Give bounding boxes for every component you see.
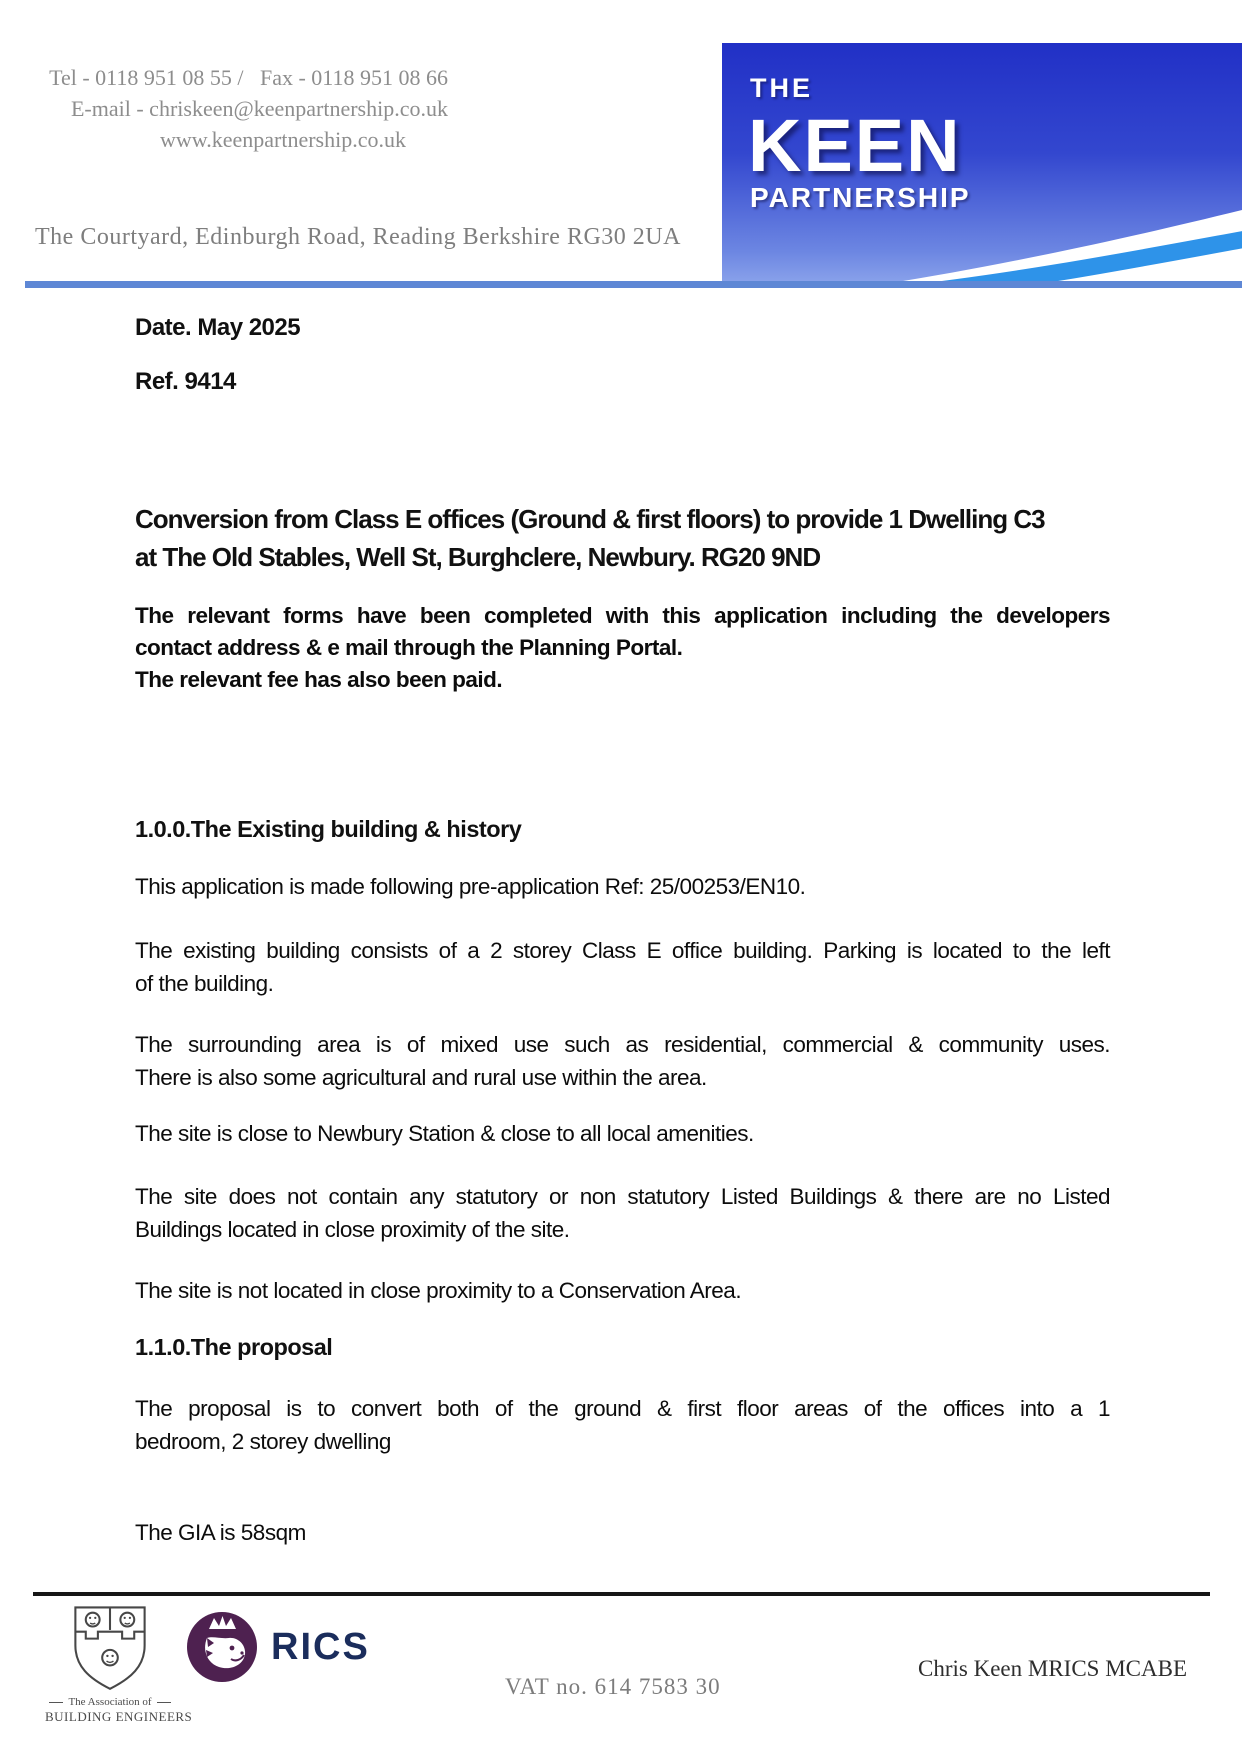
signatory-name: Chris Keen MRICS MCABE (918, 1656, 1187, 1681)
logo-word-keen: KEEN (748, 104, 962, 187)
rics-logo (187, 1612, 370, 1682)
paragraph-line: There is also some agricultural and rural use within the area. (135, 1065, 707, 1090)
logo-word-partnership: PARTNERSHIP (750, 182, 971, 213)
tel-fax-line: Tel - 0118 951 08 55 / Fax - 0118 951 08 66 (49, 65, 448, 90)
abe-name-line2: BUILDING ENGINEERS (45, 1709, 193, 1724)
paragraph-line: The site does not contain any statutory or non statutory Listed Buildings & there are no Listed (135, 1184, 1110, 1209)
paragraph-line: The existing building consists of a 2 storey Class E office building. Parking is located to the left (135, 938, 1110, 963)
section-title: The Existing building & history (190, 816, 522, 842)
intro-paragraph (135, 600, 1110, 696)
section-number: 1.1.0. (135, 1334, 191, 1360)
header-contact-block (0, 62, 448, 155)
paragraph-line: bedroom, 2 storey dwelling (135, 1429, 391, 1454)
company-address: The Courtyard, Edinburgh Road, Reading Berkshire RG30 2UA (35, 224, 681, 250)
section-heading-existing (135, 816, 521, 843)
paragraph-preapplication: This application is made following pre-application Ref: 25/00253/EN10. (135, 874, 806, 899)
paragraph-line: The surrounding area is of mixed use such as residential, commercial & community uses. (135, 1032, 1110, 1057)
title-line-1: Conversion from Class E offices (Ground & first floors) to provide 1 Dwelling C3 (135, 504, 1045, 534)
date-line: Date. May 2025 (135, 314, 301, 341)
footer-rule (33, 1592, 1210, 1596)
title-line-2: at The Old Stables, Well St, Burghclere, Newbury. RG20 9ND (135, 542, 821, 572)
vat-number: VAT no. 614 7583 30 (505, 1674, 721, 1699)
paragraph-surrounding-area (135, 1028, 1110, 1094)
paragraph-conservation-area: The site is not located in close proximity to a Conservation Area. (135, 1278, 742, 1303)
paragraph-line: of the building. (135, 971, 274, 996)
paragraph-line: The proposal is to convert both of the ground & first floor areas of the offices into a 1 (135, 1396, 1110, 1421)
section-number: 1.0.0. (135, 816, 191, 842)
paragraph-line: Buildings located in close proximity of the site. (135, 1217, 570, 1242)
section-heading-proposal (135, 1334, 332, 1361)
section-title: The proposal (190, 1334, 333, 1360)
paragraph-listed-buildings (135, 1180, 1110, 1246)
paragraph-proposal (135, 1392, 1110, 1458)
abe-crest-icon (64, 1604, 156, 1694)
paragraph-existing-building (135, 934, 1110, 1000)
rics-lion-icon (187, 1612, 257, 1682)
paragraph-gia: The GIA is 58sqm (135, 1520, 306, 1545)
abe-logo (45, 1604, 193, 1725)
paragraph-newbury-station: The site is close to Newbury Station & close to all local amenities. (135, 1121, 754, 1146)
abe-name-line1: The Association of (45, 1696, 175, 1708)
rics-wordmark: RICS (271, 1625, 370, 1668)
email-line: E-mail - chriskeen@keenpartnership.co.uk (70, 96, 448, 121)
intro-line-2: contact address & e mail through the Planning Portal. (135, 635, 683, 660)
ref-line: Ref. 9414 (135, 368, 236, 395)
letter-title (135, 500, 1130, 576)
keen-logo (722, 43, 1242, 288)
intro-line-3: The relevant fee has also been paid. (135, 667, 503, 692)
logo-word-the: THE (750, 73, 813, 103)
website-line: www.keenpartnership.co.uk (160, 127, 406, 152)
intro-line-1: The relevant forms have been completed with this application including the developers (135, 603, 1110, 628)
header-rule (25, 281, 1242, 288)
